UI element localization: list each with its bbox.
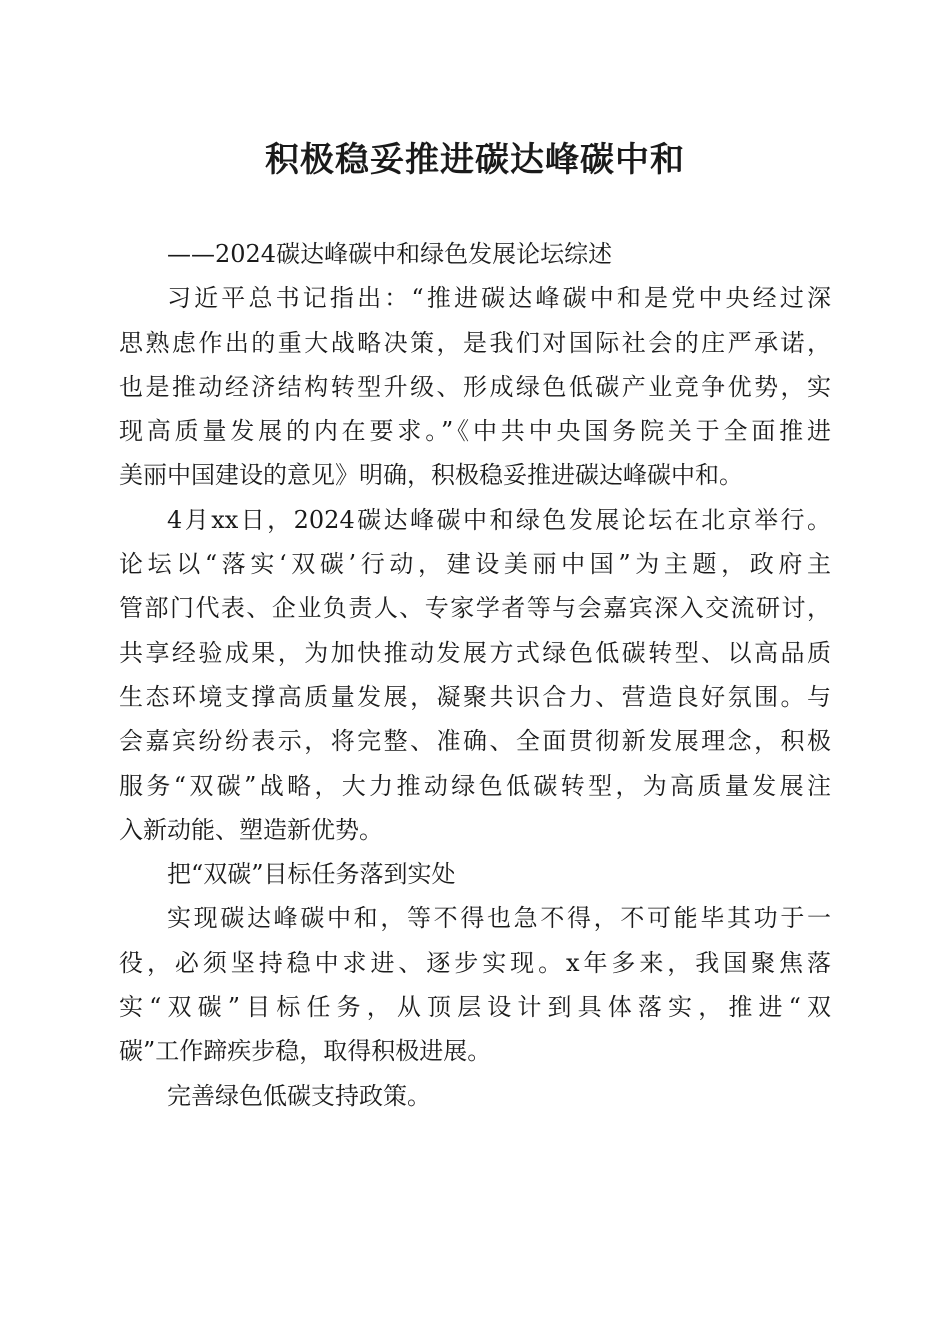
paragraph-line: 会嘉宾纷纷表示，将完整、准确、全面贯彻新发展理念，积极 (119, 727, 831, 756)
paragraph-line: 役，必须坚持稳中求进、逐步实现。x年多来，我国聚焦落 (119, 948, 831, 977)
paragraph-line: 习近平总书记指出：“推进碳达峰碳中和是党中央经过深 (167, 284, 831, 313)
paragraph-line: 美丽中国建设的意见》明确，积极稳妥推进碳达峰碳中和。 (119, 461, 743, 490)
paragraph-line: 服务“双碳”战略，大力推动绿色低碳转型，为高质量发展注 (119, 771, 831, 800)
paragraph-line: 共享经验成果，为加快推动发展方式绿色低碳转型、以高品质 (119, 638, 831, 667)
paragraph-line: 现高质量发展的内在要求。”《中共中央国务院关于全面推进 (119, 417, 831, 446)
paragraph-line: 论坛以“落实‘双碳’行动，建设美丽中国”为主题，政府主 (119, 550, 831, 579)
paragraph-2 (119, 498, 831, 852)
section-heading: 把“双碳”目标任务落到实处 (167, 860, 456, 889)
document-body (119, 232, 831, 1118)
paragraph-line: 生态环境支撑高质量发展，凝聚共识合力、营造良好氛围。与 (119, 682, 831, 711)
paragraph-line: 入新动能、塑造新优势。 (119, 815, 383, 844)
paragraph-line: 管部门代表、企业负责人、专家学者等与会嘉宾深入交流研讨， (119, 594, 831, 623)
paragraph-line: 碳”工作蹄疾步稳，取得积极进展。 (119, 1037, 492, 1066)
paragraph-line: 思熟虑作出的重大战略决策，是我们对国际社会的庄严承诺， (119, 328, 831, 357)
document-title: 积极稳妥推进碳达峰碳中和 (265, 140, 685, 180)
section-heading: 完善绿色低碳支持政策。 (167, 1081, 431, 1110)
paragraph-line: 实现碳达峰碳中和，等不得也急不得，不可能毕其功于一 (167, 904, 831, 933)
subtitle: ——2024碳达峰碳中和绿色发展论坛综述 (167, 240, 613, 268)
paragraph-line: 4月xx日，2024碳达峰碳中和绿色发展论坛在北京举行。 (167, 505, 831, 534)
paragraph-3 (119, 896, 831, 1073)
paragraph-line: 也是推动经济结构转型升级、形成绿色低碳产业竞争优势，实 (119, 372, 831, 401)
paragraph-line: 实“双碳”目标任务，从顶层设计到具体落实，推进“双 (119, 993, 831, 1022)
paragraph-1 (119, 276, 831, 497)
